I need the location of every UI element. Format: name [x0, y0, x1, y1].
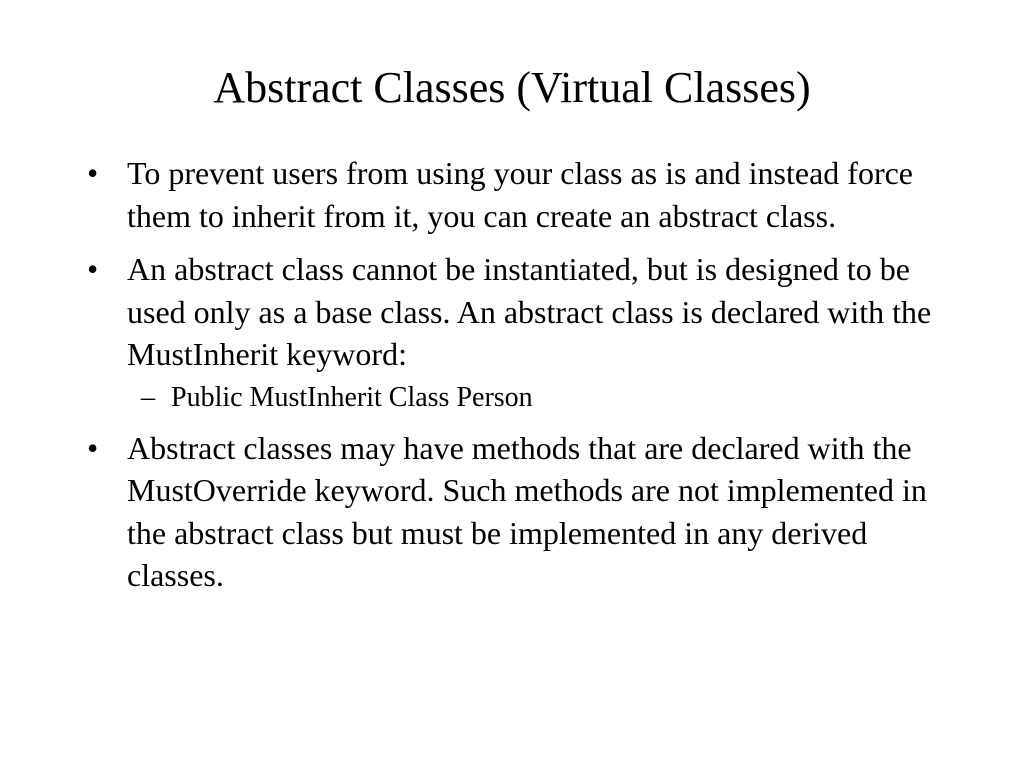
- sub-bullet-text: Public MustInherit Class Person: [171, 381, 533, 413]
- bullet-marker-icon: •: [87, 251, 99, 287]
- bullet-item: [85, 248, 965, 416]
- dash-marker-icon: –: [141, 381, 155, 413]
- bullet-marker-icon: •: [87, 429, 99, 466]
- bullet-item: [85, 152, 965, 237]
- bullet-list: [85, 152, 965, 608]
- bullet-text: Abstract classes may have methods that are declared with the MustOverride keyword. Such methods are not implemented in the abstract class but must be implemented in any derived classes.: [127, 429, 927, 593]
- bullet-item: [85, 427, 965, 597]
- bullet-text: An abstract class cannot be instantiated, but is designed to be used only as a base class. An abstract class is declared with the MustInherit keyword:: [127, 251, 932, 372]
- sub-bullet-list: [127, 380, 965, 416]
- bullet-marker-icon: •: [87, 155, 99, 191]
- bullet-text: To prevent users from using your class as is and instead force them to inherit from it, you can create an abstract class.: [127, 155, 913, 234]
- sub-bullet-item: [127, 380, 965, 416]
- slide-title: Abstract Classes (Virtual Classes): [213, 63, 811, 112]
